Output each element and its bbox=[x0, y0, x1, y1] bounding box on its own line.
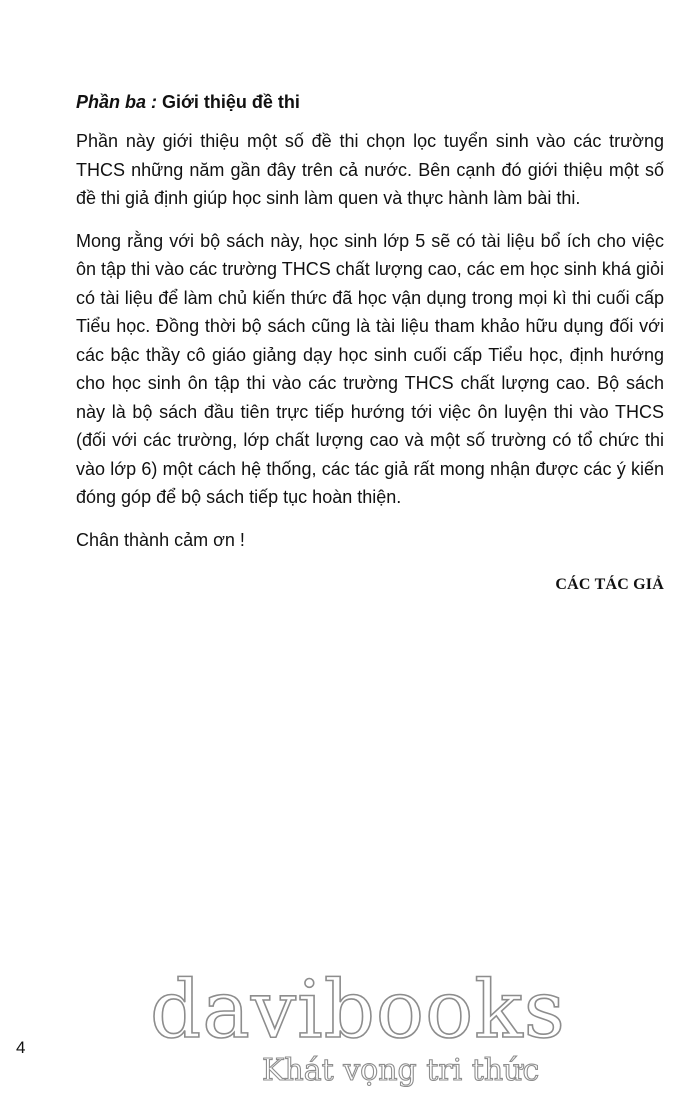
publisher-watermark bbox=[150, 965, 570, 1095]
watermark-tagline: Khát vọng tri thức bbox=[262, 1053, 540, 1088]
page-number: 4 bbox=[16, 1038, 26, 1057]
section-label: Phần ba : bbox=[76, 92, 158, 112]
section-heading bbox=[76, 92, 664, 113]
section-title: Giới thiệu đề thi bbox=[162, 92, 300, 112]
author-signature: CÁC TÁC GIẢ bbox=[555, 576, 664, 593]
paragraph-hope: Mong rằng với bộ sách này, học sinh lớp 5 sẽ có tài liệu bổ ích cho việc ôn tập thi vào các trường THCS chất lượng cao, các em học sinh khá giỏi có tài liệu để làm chủ kiến thức đã học vận dụng trong mọi kì thi cuối cấp Tiểu học. Đồng thời bộ sách cũng là tài liệu tham khảo hữu dụng đối với các bậc thầy cô giáo giảng dạy học sinh cuối cấp Tiểu học, định hướng cho học sinh ôn tập thi vào các trường THCS chất lượng cao. Bộ sách này là bộ sách đầu tiên trực tiếp hướng tới việc ôn luyện thi vào THCS (đối với các trường, lớp chất lượng cao và một số trường có tổ chức thi vào lớp 6) một cách hệ thống, các tác giả rất mong nhận được các ý kiến đóng góp để bộ sách tiếp tục hoàn thiện. bbox=[76, 230, 664, 507]
paragraph-intro: Phần này giới thiệu một số đề thi chọn lọc tuyển sinh vào các trường THCS những năm gần đây trên cả nước. Bên cạnh đó giới thiệu một số đề thi giả định giúp học sinh làm quen và thực hành làm bài thi. bbox=[76, 131, 664, 208]
watermark-brand: davibooks bbox=[150, 963, 566, 1056]
page-content bbox=[76, 92, 664, 594]
paragraph-thanks: Chân thành cảm ơn ! bbox=[76, 529, 245, 550]
